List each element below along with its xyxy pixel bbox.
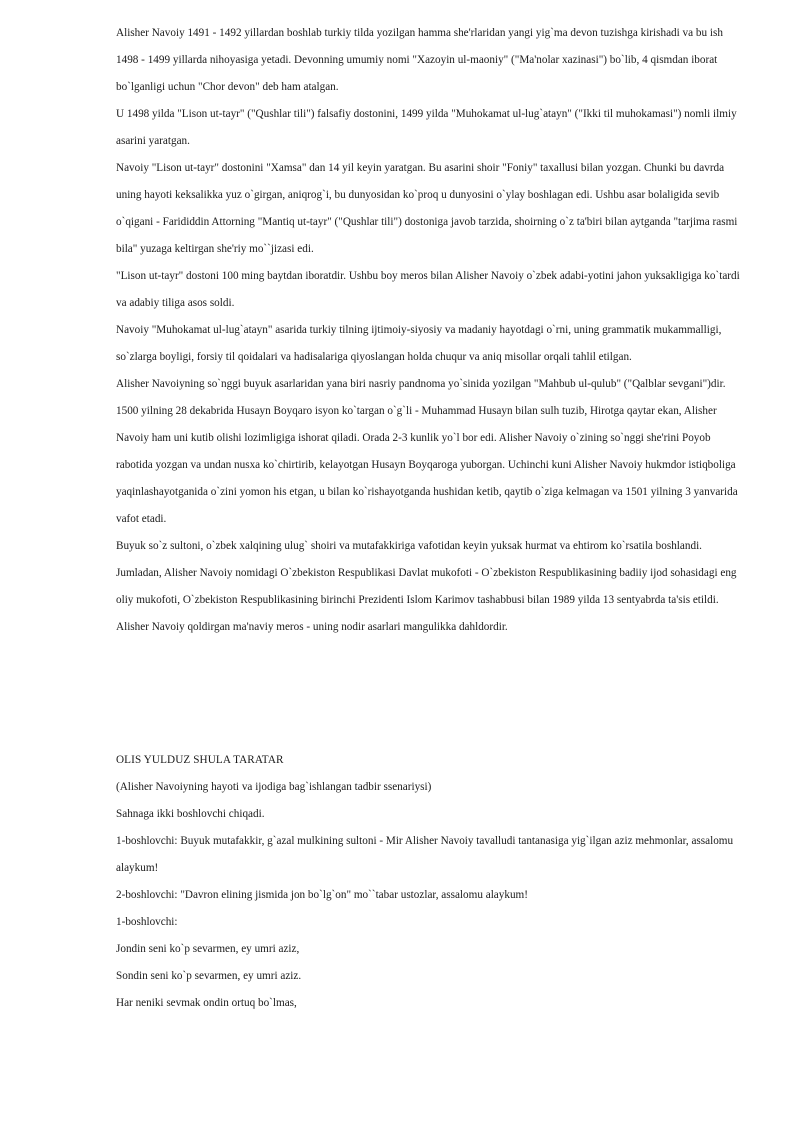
paragraph: Buyuk so`z sultoni, o`zbek xalqining ulug` shoiri va mutafakkiriga vafotidan keyin yuksak hurmat va ehtirom ko`rsatila boshlandi. Jumladan, Alisher Navoiy nomidagi O`zbekiston Respublikasi Davlat mukofoti - O`zbekiston Respublikasining badiiy ijod sohasidagi eng oliy mukofoti, O`zbekiston Respublikasining birinchi Prezidenti Islom Karimov tashabbusi bilan 1989 yilda 13 sentyabrda ta'sis etildi.	[116, 540, 737, 606]
poem-line: Sondin seni ko`p sevarmen, ey umri aziz.	[116, 970, 302, 982]
paragraph: 1500 yilning 28 dekabrida Husayn Boyqaro isyon ko`targan o`g`li - Muhammad Husayn bilan sulh tuzib, Hirotga qaytar ekan, Alisher Navoiy ham uni kutib olishi lozimligiga ishorat qiladi. Orada 2-3 kunlik yo`l bor edi. Alisher Navoiy o`zining so`nggi she'rini Poyob rabotida yozgan va undan nusxa ko`chirtirib, kelayotgan Husayn Boyqaroga yuborgan. Uchinchi kuni Alisher Navoiy hukmdor istiqboliga yaqinlashayotganida o`zini yomon his etgan, u bilan ko`rishayotganda hushidan ketib, qaytib o`ziga kelmagan va 1501 yilning 3 yanvarida vafot etadi.	[116, 405, 738, 525]
paragraph: U 1498 yilda "Lison ut-tayr" ("Qushlar tili") falsafiy dostonini, 1499 yilda "Muhokamat ul-lug`atayn" ("Ikki til muhokamasi") nomli ilmiy asarini yaratgan.	[116, 108, 737, 147]
paragraph: Alisher Navoiy 1491 - 1492 yillardan boshlab turkiy tilda yozilgan hamma she'rlaridan yangi yig`ma devon tuzishga kirishadi va bu ish 1498 - 1499 yillarda nihoyasiga yetadi. Devonning umumiy nomi "Xazoyin ul-maoniy" ("Ma'nolar xazinasi") bo`lib, 4 qismdan iborat bo`lganligi uchun "Chor devon" deb ham atalgan.	[116, 27, 723, 93]
paragraph: Navoiy "Lison ut-tayr" dostonini "Xamsa" dan 14 yil keyin yaratgan. Bu asarini shoir "Foniy" taxallusi bilan yozgan. Chunki bu davrda uning hayoti keksalikka yuz o`girgan, aniqrog`i, bu dunyosidan ko`proq u dunyosini o`ylay boshlagan edi. Ushbu asar bolaligida sevib o`qigani - Farididdin Attorning "Mantiq ut-tayr" ("Qushlar tili") dostoniga javob tarzida, shoirning o`z ta'biri bilan aytganda "tarjima rasmi bila" yuzaga keltirgan she'riy mo``jizasi edi.	[116, 162, 738, 255]
paragraph: Alisher Navoiyning so`nggi buyuk asarlaridan yana biri nasriy pandnoma yo`sinida yozilgan "Mahbub ul-qulub" ("Qalblar sevgani")dir.	[116, 378, 726, 390]
paragraph: Navoiy "Muhokamat ul-lug`atayn" asarida turkiy tilning ijtimoiy-siyosiy va madaniy hayotdagi o`rni, uning grammatik mukammalligi, so`zlarga boyligi, forsiy til qoidalari va hadisalariga qiyoslangan holda chuqur va aniq misollar orqali tahlil etilgan.	[116, 324, 722, 363]
scenario-line: 1-boshlovchi: Buyuk mutafakkir, g`azal mulkining sultoni - Mir Alisher Navoiy tavalludi tantanasiga yig`ilgan aziz mehmonlar, assalomu alaykum!	[116, 835, 734, 874]
poem-line: Har neniki sevmak ondin ortuq bo`lmas,	[116, 997, 297, 1009]
scenario-line: Sahnaga ikki boshlovchi chiqadi.	[116, 808, 265, 820]
scenario-line: 2-boshlovchi: "Davron elining jismida jon bo`lg`on" mo``tabar ustozlar, assalomu alaykum!	[116, 889, 528, 901]
scenario-subtitle: (Alisher Navoiyning hayoti va ijodiga bag`ishlangan tadbir ssenariysi)	[116, 781, 432, 793]
paragraph: Alisher Navoiy qoldirgan ma'naviy meros - uning nodir asarlari mangulikka dahldordir.	[116, 621, 508, 633]
section-spacer	[116, 641, 746, 747]
paragraph: "Lison ut-tayr" dostoni 100 ming baytdan iboratdir. Ushbu boy meros bilan Alisher Navoiy o`zbek adabi-yotini jahon yuksakligiga ko`tardi va adabiy tiliga asos soldi.	[116, 270, 740, 309]
document-body	[116, 20, 746, 1017]
scenario-line: 1-boshlovchi:	[116, 916, 178, 928]
scenario-heading: OLIS YULDUZ SHULA TARATAR	[116, 754, 284, 766]
poem-line: Jondin seni ko`p sevarmen, ey umri aziz,	[116, 943, 300, 955]
